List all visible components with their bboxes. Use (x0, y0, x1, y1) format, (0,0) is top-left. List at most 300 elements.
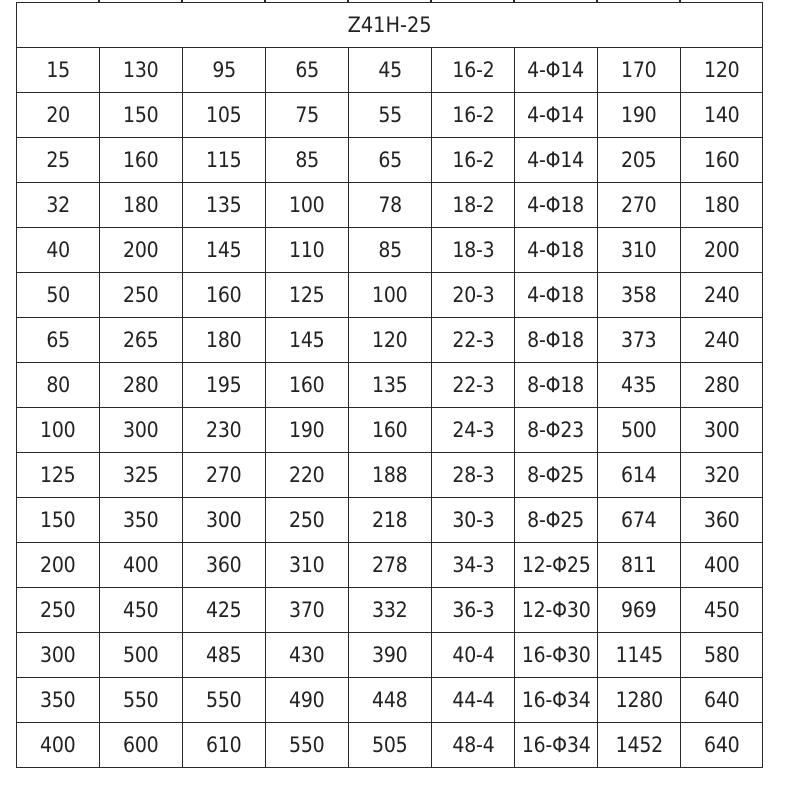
table-cell (183, 543, 266, 588)
table-row (17, 633, 763, 678)
table-cell (266, 363, 349, 408)
cell-value: 50 (46, 283, 70, 307)
cell-value: 18-3 (451, 238, 495, 262)
table-cell (681, 633, 763, 678)
cell-value: 550 (206, 688, 242, 712)
table-cell (266, 318, 349, 363)
cell-value: 4-Φ18 (527, 238, 585, 262)
table-cell (598, 138, 681, 183)
cell-value: 300 (703, 418, 740, 442)
cell-value: 300 (123, 418, 159, 442)
cell-value: 240 (703, 283, 740, 307)
table-cell (515, 228, 598, 273)
table-cell (681, 723, 763, 768)
table-row (17, 93, 763, 138)
table-cell (349, 498, 432, 543)
table-cell (598, 453, 681, 498)
table-cell (598, 678, 681, 723)
table-row (17, 408, 763, 453)
cell-value: 110 (289, 238, 325, 262)
title-row (17, 3, 763, 48)
table-cell (100, 498, 183, 543)
cell-value: 160 (289, 373, 325, 397)
cell-value: 280 (123, 373, 159, 397)
table-cell (183, 453, 266, 498)
table-cell (432, 48, 515, 93)
table-cell (598, 723, 681, 768)
cell-value: 16-2 (451, 103, 495, 127)
cell-value: 65 (378, 148, 402, 172)
table-cell (17, 273, 100, 318)
cell-value: 485 (206, 643, 242, 667)
cell-value: 280 (703, 373, 740, 397)
table-cell (515, 723, 598, 768)
table-row (17, 228, 763, 273)
cell-value: 18-2 (451, 193, 495, 217)
cell-value: 350 (123, 508, 159, 532)
table-cell (17, 453, 100, 498)
cell-value: 332 (372, 598, 408, 622)
cell-value: 16-2 (451, 148, 495, 172)
cell-value: 8-Φ18 (527, 328, 585, 352)
table-cell (183, 48, 266, 93)
table-cell (100, 48, 183, 93)
cell-value: 435 (621, 373, 657, 397)
table-cell (432, 363, 515, 408)
table-cell (515, 363, 598, 408)
cell-value: 310 (289, 553, 325, 577)
cell-value: 674 (621, 508, 657, 532)
cell-value: 270 (621, 193, 657, 217)
table-cell (598, 588, 681, 633)
table-cell (515, 498, 598, 543)
cell-value: 370 (289, 598, 325, 622)
table-cell (349, 453, 432, 498)
cell-value: 40-4 (451, 643, 495, 667)
cell-value: 125 (40, 463, 76, 487)
cell-value: 75 (295, 103, 319, 127)
cell-value: 20-3 (451, 283, 495, 307)
table-cell (515, 633, 598, 678)
table-cell (349, 723, 432, 768)
cell-value: 490 (289, 688, 325, 712)
table-cell (266, 48, 349, 93)
cell-value: 250 (123, 283, 159, 307)
cell-value: 373 (621, 328, 657, 352)
cell-value: 105 (206, 103, 242, 127)
table-cell (100, 543, 183, 588)
table-cell (100, 228, 183, 273)
cell-value: 1452 (615, 733, 663, 757)
cell-value: 969 (621, 598, 657, 622)
table-cell (266, 228, 349, 273)
cell-value: 550 (123, 688, 159, 712)
table-cell (17, 498, 100, 543)
table-cell (266, 138, 349, 183)
table-cell (100, 723, 183, 768)
table-row (17, 678, 763, 723)
table-cell (515, 453, 598, 498)
cell-value: 425 (206, 598, 242, 622)
table-cell (681, 93, 763, 138)
table-cell (183, 363, 266, 408)
table-cell (266, 93, 349, 138)
cell-value: 25 (46, 148, 70, 172)
table-cell (349, 408, 432, 453)
table-cell (183, 138, 266, 183)
table-cell (598, 318, 681, 363)
table-cell (349, 363, 432, 408)
cell-value: 125 (289, 283, 325, 307)
cell-value: 200 (123, 238, 159, 262)
table-cell (183, 633, 266, 678)
cell-value: 200 (40, 553, 76, 577)
table-cell (17, 183, 100, 228)
cell-value: 22-3 (451, 373, 495, 397)
table-cell (432, 228, 515, 273)
cell-value: 300 (206, 508, 242, 532)
cell-value: 150 (123, 103, 159, 127)
cell-value: 400 (703, 553, 740, 577)
cell-value: 360 (206, 553, 242, 577)
table-cell (183, 588, 266, 633)
cell-value: 95 (212, 58, 236, 82)
table-row (17, 318, 763, 363)
table-cell (598, 273, 681, 318)
table-cell (432, 93, 515, 138)
cell-value: 8-Φ23 (527, 418, 585, 442)
cell-value: 230 (206, 418, 242, 442)
table-cell (432, 318, 515, 363)
table-cell (349, 228, 432, 273)
cell-value: 160 (703, 148, 740, 172)
cell-value: 811 (621, 553, 657, 577)
cell-value: 20 (46, 103, 70, 127)
table-cell (681, 48, 763, 93)
table-cell (515, 48, 598, 93)
cell-value: 16-Φ30 (521, 643, 591, 667)
table-cell (432, 453, 515, 498)
cell-value: 450 (703, 598, 740, 622)
cell-value: 24-3 (451, 418, 495, 442)
table-cell (598, 543, 681, 588)
table-cell (183, 318, 266, 363)
cell-value: 300 (40, 643, 76, 667)
cell-value: 220 (289, 463, 325, 487)
table-cell (515, 543, 598, 588)
cell-value: 580 (703, 643, 740, 667)
table-cell (681, 318, 763, 363)
table-cell (266, 183, 349, 228)
table-cell (266, 453, 349, 498)
table-cell (17, 363, 100, 408)
cell-value: 12-Φ25 (521, 553, 591, 577)
table-cell (100, 138, 183, 183)
cell-value: 195 (206, 373, 242, 397)
table-cell (17, 48, 100, 93)
table-cell (100, 183, 183, 228)
cell-value: 600 (123, 733, 159, 757)
cell-value: 120 (703, 58, 740, 82)
cell-value: 16-Φ34 (521, 688, 591, 712)
cell-value: 4-Φ18 (527, 283, 585, 307)
table-cell (432, 588, 515, 633)
cell-value: 16-2 (451, 58, 495, 82)
table-cell (598, 633, 681, 678)
cell-value: 320 (703, 463, 740, 487)
cell-value: 160 (206, 283, 242, 307)
table-cell (17, 408, 100, 453)
cell-value: 4-Φ14 (527, 148, 585, 172)
cell-value: 400 (40, 733, 76, 757)
cell-value: 80 (46, 373, 70, 397)
table-cell (349, 138, 432, 183)
table-cell (598, 48, 681, 93)
table-cell (598, 498, 681, 543)
table-row (17, 48, 763, 93)
cell-value: 325 (123, 463, 159, 487)
table-row (17, 273, 763, 318)
table-cell (183, 498, 266, 543)
cell-value: 390 (372, 643, 408, 667)
cell-value: 448 (372, 688, 408, 712)
cell-value: 190 (621, 103, 657, 127)
table-cell (100, 678, 183, 723)
table-cell (266, 273, 349, 318)
table-cell (183, 408, 266, 453)
cell-value: 145 (206, 238, 242, 262)
table-cell (515, 273, 598, 318)
cell-value: 100 (372, 283, 408, 307)
cell-value: 135 (206, 193, 242, 217)
table-cell (681, 453, 763, 498)
table-cell (17, 93, 100, 138)
table-cell (432, 543, 515, 588)
cell-value: 16-Φ34 (521, 733, 591, 757)
table-cell (515, 138, 598, 183)
cell-value: 180 (123, 193, 159, 217)
table-cell (266, 723, 349, 768)
cell-value: 614 (621, 463, 657, 487)
model-title-cell (17, 3, 763, 48)
cell-value: 120 (372, 328, 408, 352)
table-cell (100, 363, 183, 408)
table-cell (100, 453, 183, 498)
cell-value: 36-3 (451, 598, 495, 622)
table-cell (681, 498, 763, 543)
cell-value: 310 (621, 238, 657, 262)
table-cell (266, 678, 349, 723)
cell-value: 265 (123, 328, 159, 352)
table-cell (681, 543, 763, 588)
cell-value: 450 (123, 598, 159, 622)
table-cell (681, 183, 763, 228)
cell-value: 180 (703, 193, 740, 217)
table-cell (183, 183, 266, 228)
table-cell (100, 633, 183, 678)
table-cell (349, 588, 432, 633)
model-title: Z41H-25 (347, 13, 432, 37)
table-cell (17, 318, 100, 363)
table-cell (515, 183, 598, 228)
table-cell (349, 273, 432, 318)
table-cell (100, 273, 183, 318)
table-cell (681, 588, 763, 633)
table-cell (17, 588, 100, 633)
table-cell (17, 723, 100, 768)
table-row (17, 138, 763, 183)
table-cell (100, 318, 183, 363)
table-cell (598, 408, 681, 453)
cell-value: 8-Φ18 (527, 373, 585, 397)
table-cell (17, 633, 100, 678)
table-cell (349, 183, 432, 228)
cell-value: 85 (378, 238, 402, 262)
cell-value: 188 (372, 463, 408, 487)
table-cell (183, 678, 266, 723)
cell-value: 278 (372, 553, 408, 577)
cell-value: 15 (46, 58, 70, 82)
cell-value: 358 (621, 283, 657, 307)
table-cell (266, 498, 349, 543)
cell-value: 4-Φ14 (527, 58, 585, 82)
table-cell (100, 588, 183, 633)
cell-value: 250 (40, 598, 76, 622)
table-cell (515, 588, 598, 633)
cell-value: 1145 (615, 643, 663, 667)
cell-value: 430 (289, 643, 325, 667)
cell-value: 48-4 (451, 733, 495, 757)
table-cell (349, 633, 432, 678)
table-cell (598, 183, 681, 228)
table-cell (515, 93, 598, 138)
table-cell (681, 138, 763, 183)
table-row (17, 183, 763, 228)
cell-value: 640 (703, 688, 740, 712)
cell-value: 115 (206, 148, 242, 172)
cell-value: 32 (46, 193, 70, 217)
cell-value: 4-Φ18 (527, 193, 585, 217)
cell-value: 1280 (615, 688, 663, 712)
cell-value: 135 (372, 373, 408, 397)
table-cell (266, 543, 349, 588)
table-cell (183, 273, 266, 318)
table-cell (432, 498, 515, 543)
table-cell (432, 633, 515, 678)
table-row (17, 363, 763, 408)
table-cell (598, 363, 681, 408)
cell-value: 4-Φ14 (527, 103, 585, 127)
table-row (17, 723, 763, 768)
cell-value: 44-4 (451, 688, 495, 712)
cell-value: 130 (123, 58, 159, 82)
cell-value: 190 (289, 418, 325, 442)
table-cell (515, 678, 598, 723)
cell-value: 28-3 (451, 463, 495, 487)
cell-value: 65 (46, 328, 70, 352)
table-row (17, 588, 763, 633)
table-cell (100, 93, 183, 138)
cell-value: 200 (703, 238, 740, 262)
table-cell (17, 228, 100, 273)
table-cell (432, 138, 515, 183)
table-cell (349, 93, 432, 138)
table-cell (515, 408, 598, 453)
table-cell (681, 408, 763, 453)
cell-value: 40 (46, 238, 70, 262)
table-cell (681, 363, 763, 408)
cell-value: 12-Φ30 (521, 598, 591, 622)
table-cell (349, 543, 432, 588)
table-cell (432, 723, 515, 768)
cell-value: 240 (703, 328, 740, 352)
table-cell (266, 408, 349, 453)
table-cell (17, 543, 100, 588)
cell-value: 8-Φ25 (527, 508, 585, 532)
cell-value: 100 (289, 193, 325, 217)
cell-value: 150 (40, 508, 76, 532)
table-cell (183, 723, 266, 768)
cell-value: 205 (621, 148, 657, 172)
valve-dimension-table (16, 2, 763, 768)
cell-value: 270 (206, 463, 242, 487)
table-cell (598, 93, 681, 138)
cell-value: 500 (123, 643, 159, 667)
table-cell (266, 588, 349, 633)
cell-value: 30-3 (451, 508, 495, 532)
cell-value: 218 (372, 508, 408, 532)
cell-value: 640 (703, 733, 740, 757)
cell-value: 550 (289, 733, 325, 757)
cell-value: 170 (621, 58, 657, 82)
cell-value: 400 (123, 553, 159, 577)
table-row (17, 543, 763, 588)
table-row (17, 453, 763, 498)
table-cell (432, 183, 515, 228)
table-cell (349, 318, 432, 363)
table-cell (349, 48, 432, 93)
cell-value: 55 (378, 103, 402, 127)
table-cell (432, 678, 515, 723)
table-cell (17, 678, 100, 723)
cell-value: 65 (295, 58, 319, 82)
table-cell (17, 138, 100, 183)
table-cell (432, 408, 515, 453)
table-cell (681, 678, 763, 723)
cell-value: 610 (206, 733, 242, 757)
cell-value: 160 (372, 418, 408, 442)
cell-value: 34-3 (451, 553, 495, 577)
cell-value: 160 (123, 148, 159, 172)
table-row (17, 498, 763, 543)
cell-value: 360 (703, 508, 740, 532)
table-cell (598, 228, 681, 273)
cell-value: 180 (206, 328, 242, 352)
cell-value: 350 (40, 688, 76, 712)
table-cell (432, 273, 515, 318)
cell-value: 8-Φ25 (527, 463, 585, 487)
table-cell (183, 93, 266, 138)
cell-value: 22-3 (451, 328, 495, 352)
cell-value: 100 (40, 418, 76, 442)
cell-value: 250 (289, 508, 325, 532)
table-cell (266, 633, 349, 678)
table-cell (681, 273, 763, 318)
cell-value: 140 (703, 103, 740, 127)
cell-value: 78 (378, 193, 402, 217)
table-cell (100, 408, 183, 453)
cell-value: 145 (289, 328, 325, 352)
